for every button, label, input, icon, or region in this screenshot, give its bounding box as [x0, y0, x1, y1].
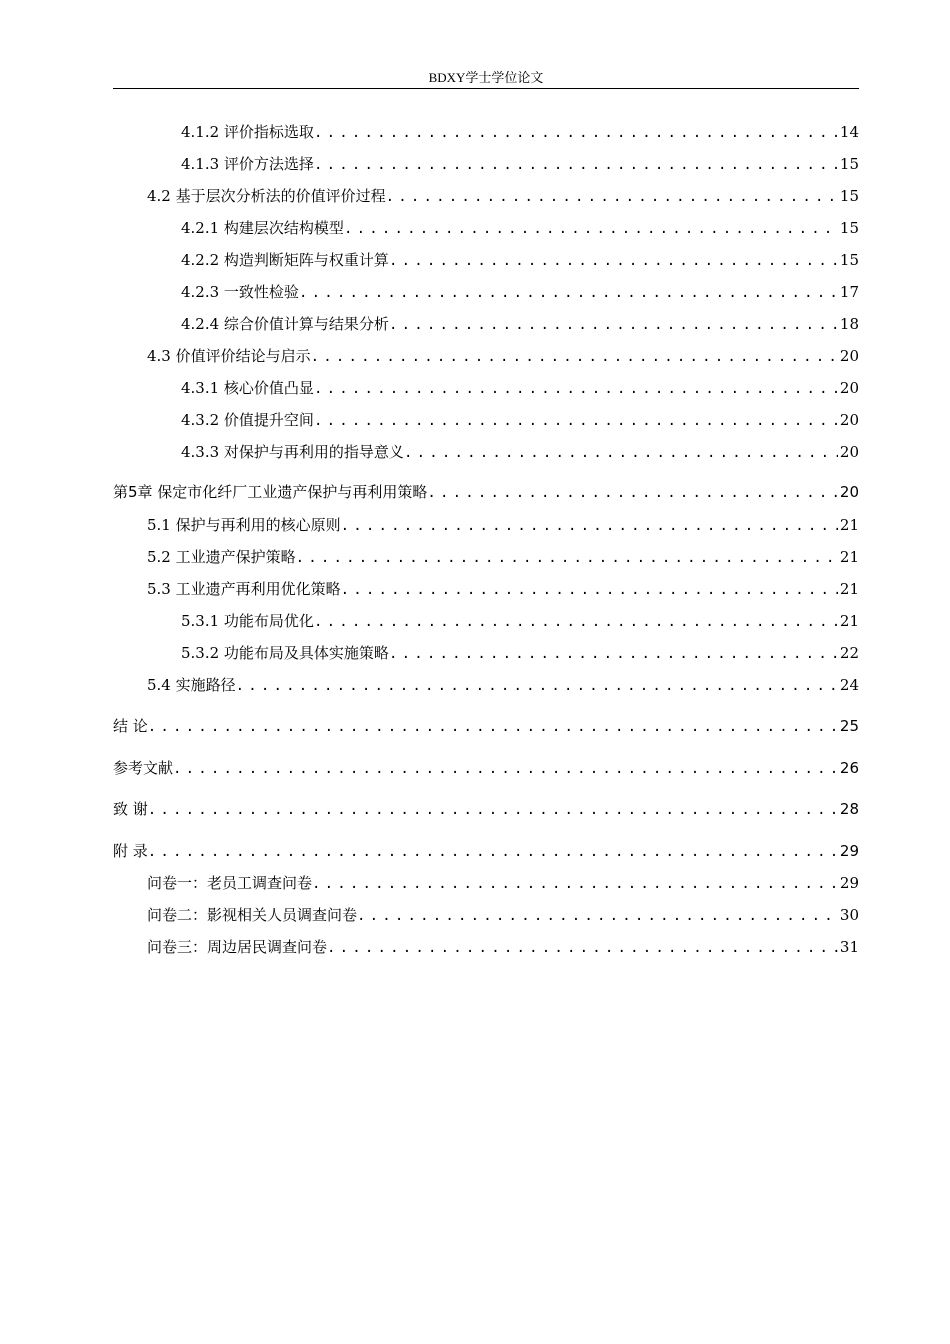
toc-leader-dots — [404, 442, 838, 463]
toc-entry[interactable] — [181, 121, 859, 143]
toc-entry-page: 21 — [839, 516, 859, 534]
toc-leader-dots — [389, 643, 838, 664]
toc-entry-title: 5.4 实施路径 — [147, 676, 236, 694]
toc-entry-page: 18 — [839, 315, 859, 333]
toc-entry-title: 5.3 工业遗产再利用优化策略 — [147, 580, 341, 598]
toc-entry-title: 第5章 保定市化纤厂工业遗产保护与再利用策略 — [113, 483, 428, 501]
toc-entry-title: 问卷二：影视相关人员调查问卷 — [147, 906, 358, 924]
toc-entry[interactable] — [181, 377, 859, 399]
toc-entry-page: 15 — [839, 187, 859, 205]
toc-entry-page: 20 — [839, 411, 859, 429]
toc-entry[interactable] — [147, 345, 859, 367]
toc-entry[interactable] — [181, 441, 859, 463]
toc-leader-dots — [314, 122, 838, 143]
toc-entry-page: 20 — [839, 347, 859, 365]
toc-leader-dots — [386, 186, 838, 207]
toc-entry-title: 4.2.4 综合价值计算与结果分析 — [181, 315, 389, 333]
toc-entry-page: 15 — [839, 219, 859, 237]
toc-leader-dots — [389, 250, 838, 271]
toc-entry[interactable] — [147, 514, 859, 536]
toc-leader-dots — [148, 799, 838, 820]
toc-entry-page: 15 — [839, 251, 859, 269]
toc-entry-title: 4.2 基于层次分析法的价值评价过程 — [147, 187, 386, 205]
toc-leader-dots — [312, 873, 838, 894]
toc-entry[interactable] — [113, 840, 859, 862]
toc-entry-title: 附 录 — [113, 842, 148, 860]
toc-entry-title: 问卷三：周边居民调查问卷 — [147, 938, 328, 956]
toc-entry-page: 20 — [839, 443, 859, 461]
toc-leader-dots — [314, 154, 838, 175]
toc-leader-dots — [296, 547, 838, 568]
toc-leader-dots — [327, 937, 838, 958]
toc-entry-title: 4.3.2 价值提升空间 — [181, 411, 314, 429]
toc-entry[interactable] — [147, 578, 859, 600]
header-title: BDXY学士学位论文 — [428, 70, 544, 85]
toc-entry[interactable] — [113, 715, 859, 737]
toc-leader-dots — [427, 482, 838, 503]
toc-entry-page: 29 — [839, 842, 859, 860]
toc-entry[interactable] — [147, 936, 859, 958]
toc-entry[interactable] — [181, 281, 859, 303]
toc-entry-title: 5.3.1 功能布局优化 — [181, 612, 314, 630]
toc-entry-title: 参考文献 — [113, 759, 174, 777]
toc-entry-page: 29 — [839, 874, 859, 892]
toc-entry[interactable] — [147, 904, 859, 926]
toc-leader-dots — [314, 611, 838, 632]
toc-entry[interactable] — [181, 642, 859, 664]
toc-entry[interactable] — [181, 153, 859, 175]
toc-entry-page: 22 — [839, 644, 859, 662]
toc-entry-page: 28 — [839, 800, 859, 818]
toc-entry-title: 致 谢 — [113, 800, 148, 818]
toc-entry-page: 20 — [839, 379, 859, 397]
toc-entry-page: 15 — [839, 155, 859, 173]
toc-leader-dots — [148, 716, 838, 737]
toc-leader-dots — [173, 758, 838, 779]
toc-leader-dots — [314, 378, 838, 399]
toc-entry-page: 21 — [839, 612, 859, 630]
toc-entry[interactable] — [181, 217, 859, 239]
toc-entry[interactable] — [147, 872, 859, 894]
toc-entry-page: 21 — [839, 580, 859, 598]
toc-entry-title: 4.1.3 评价方法选择 — [181, 155, 314, 173]
toc-entry-page: 25 — [839, 717, 859, 735]
toc-entry-title: 4.2.3 一致性检验 — [181, 283, 299, 301]
toc-leader-dots — [341, 579, 838, 600]
toc-entry[interactable] — [181, 409, 859, 431]
toc-entry-title: 4.2.2 构造判断矩阵与权重计算 — [181, 251, 389, 269]
toc-entry-title: 4.1.2 评价指标选取 — [181, 123, 314, 141]
toc-leader-dots — [299, 282, 838, 303]
toc-entry-title: 4.3 价值评价结论与启示 — [147, 347, 311, 365]
toc-entry[interactable] — [113, 481, 859, 503]
toc-entry-page: 20 — [839, 483, 859, 501]
toc-leader-dots — [148, 841, 838, 862]
toc-entry-title: 5.1 保护与再利用的核心原则 — [147, 516, 341, 534]
toc-entry-title: 4.2.1 构建层次结构模型 — [181, 219, 344, 237]
toc-leader-dots — [314, 410, 838, 431]
toc-entry[interactable] — [113, 798, 859, 820]
toc-entry-title: 结 论 — [113, 717, 148, 735]
toc-entry[interactable] — [147, 185, 859, 207]
toc-entry-page: 17 — [839, 283, 859, 301]
toc-leader-dots — [236, 675, 838, 696]
toc-leader-dots — [344, 218, 838, 239]
toc-entry-title: 问卷一：老员工调查问卷 — [147, 874, 313, 892]
toc-entry-title: 4.3.1 核心价值凸显 — [181, 379, 314, 397]
toc-entry-title: 4.3.3 对保护与再利用的指导意义 — [181, 443, 404, 461]
toc-leader-dots — [389, 314, 838, 335]
toc-entry-title: 5.3.2 功能布局及具体实施策略 — [181, 644, 389, 662]
toc-entry[interactable] — [147, 546, 859, 568]
toc-leader-dots — [311, 346, 838, 367]
toc-entry-title: 5.2 工业遗产保护策略 — [147, 548, 296, 566]
toc-leader-dots — [357, 905, 838, 926]
toc-entry[interactable] — [181, 610, 859, 632]
toc-entry-page: 30 — [839, 906, 859, 924]
toc-entry-page: 21 — [839, 548, 859, 566]
toc-entry-page: 24 — [839, 676, 859, 694]
toc-leader-dots — [341, 515, 838, 536]
toc-entry[interactable] — [181, 249, 859, 271]
toc-entry-page: 14 — [839, 123, 859, 141]
toc-entry-page: 26 — [839, 759, 859, 777]
toc-entry[interactable] — [147, 674, 859, 696]
toc-entry-page: 31 — [839, 938, 859, 956]
toc-entry[interactable] — [113, 757, 859, 779]
toc-entry[interactable] — [181, 313, 859, 335]
